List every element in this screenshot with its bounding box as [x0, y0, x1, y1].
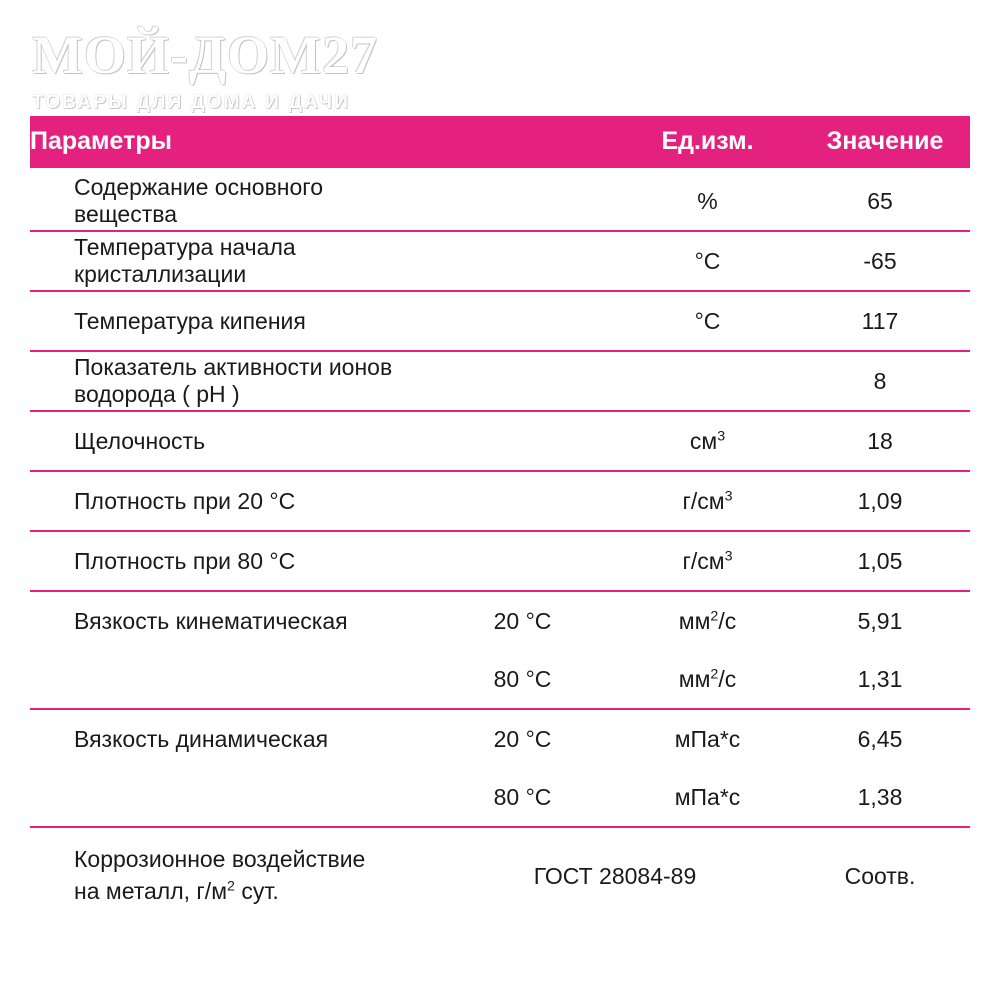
table-row	[30, 351, 970, 411]
cell-unit	[615, 411, 800, 471]
cell-unit	[615, 531, 800, 591]
cell-condition: 20 °С	[430, 591, 615, 650]
cell-parameter: Вязкость кинематическая	[30, 591, 430, 650]
cell-parameter: Вязкость динамическая	[30, 709, 430, 768]
header-condition	[430, 116, 615, 168]
cell-value: -65	[800, 231, 970, 291]
cell-unit: °С	[615, 231, 800, 291]
cell-value: 1,38	[800, 768, 970, 827]
cell-value: 117	[800, 291, 970, 351]
cell-unit: °С	[615, 291, 800, 351]
cell-value: 6,45	[800, 709, 970, 768]
header-value: Значение	[800, 116, 970, 168]
table-row	[30, 768, 970, 827]
unit-base: см	[689, 427, 718, 454]
unit-superscript: 3	[717, 427, 726, 444]
table-row	[30, 471, 970, 531]
table-header-row	[30, 116, 970, 168]
cell-parameter: Щелочность	[30, 411, 430, 471]
cell-value: 5,91	[800, 591, 970, 650]
watermark-tagline: ТОВАРЫ ДЛЯ ДОМА И ДАЧИ	[32, 92, 351, 113]
watermark-brand: МОЙ-ДОМ27	[32, 25, 379, 85]
cell-value: 1,05	[800, 531, 970, 591]
cell-unit: %	[615, 168, 800, 231]
cell-condition	[430, 531, 615, 591]
table-row	[30, 231, 970, 291]
cell-parameter-multiline	[30, 827, 430, 924]
unit-base: г/см	[682, 487, 725, 514]
cell-unit	[615, 650, 800, 709]
unit-superscript: 2	[710, 665, 719, 682]
unit-base: мм	[678, 665, 711, 692]
corrosion-superscript: 2	[227, 878, 235, 895]
table-row	[30, 168, 970, 231]
unit-tail: /с	[718, 665, 737, 692]
cell-condition	[430, 231, 615, 291]
header-unit: Ед.изм.	[615, 116, 800, 168]
table-row	[30, 591, 970, 650]
corrosion-line-2	[74, 876, 430, 908]
cell-standard-reference: ГОСТ 28084-89	[430, 827, 800, 924]
table-row	[30, 411, 970, 471]
cell-parameter: Плотность при 80 °С	[30, 531, 430, 591]
cell-value: 65	[800, 168, 970, 231]
unit-base: г/см	[682, 547, 725, 574]
header-parameters: Параметры	[30, 116, 430, 168]
cell-value: 8	[800, 351, 970, 411]
unit-superscript: 3	[724, 547, 733, 564]
cell-unit	[615, 471, 800, 531]
cell-parameter	[30, 768, 430, 827]
cell-parameter	[30, 650, 430, 709]
unit-tail: /с	[718, 607, 737, 634]
cell-value: 1,31	[800, 650, 970, 709]
cell-condition	[430, 411, 615, 471]
cell-parameter: Плотность при 20 °С	[30, 471, 430, 531]
cell-condition	[430, 351, 615, 411]
cell-parameter: Показатель активности ионов водорода ( pH )	[30, 351, 430, 411]
corrosion-line-2-a: на металл, г/м	[74, 878, 228, 904]
unit-superscript: 2	[710, 607, 719, 624]
cell-unit: мПа*с	[615, 709, 800, 768]
cell-condition	[430, 471, 615, 531]
corrosion-line-2-b: сут.	[234, 878, 279, 904]
cell-condition	[430, 168, 615, 231]
cell-value: Соотв.	[800, 827, 970, 924]
table-row	[30, 291, 970, 351]
cell-parameter: Содержание основного вещества	[30, 168, 430, 231]
cell-condition: 20 °С	[430, 709, 615, 768]
table-row	[30, 650, 970, 709]
table-body	[30, 168, 970, 924]
corrosion-line-1: Коррозионное воздействие	[74, 846, 366, 873]
unit-superscript: 3	[724, 487, 733, 504]
cell-condition: 80 °С	[430, 768, 615, 827]
table-header	[30, 116, 970, 168]
specification-table	[30, 116, 970, 924]
table-row	[30, 531, 970, 591]
cell-parameter: Температура кипения	[30, 291, 430, 351]
table-row	[30, 709, 970, 768]
table-row-corrosion	[30, 827, 970, 924]
unit-base: мм	[678, 607, 711, 634]
cell-condition	[430, 291, 615, 351]
cell-value: 18	[800, 411, 970, 471]
specification-table-container	[0, 116, 1000, 924]
cell-parameter: Температура начала кристаллизации	[30, 231, 430, 291]
cell-value: 1,09	[800, 471, 970, 531]
cell-unit	[615, 591, 800, 650]
cell-condition: 80 °С	[430, 650, 615, 709]
cell-unit	[615, 351, 800, 411]
cell-unit: мПа*с	[615, 768, 800, 827]
watermark	[32, 25, 379, 114]
